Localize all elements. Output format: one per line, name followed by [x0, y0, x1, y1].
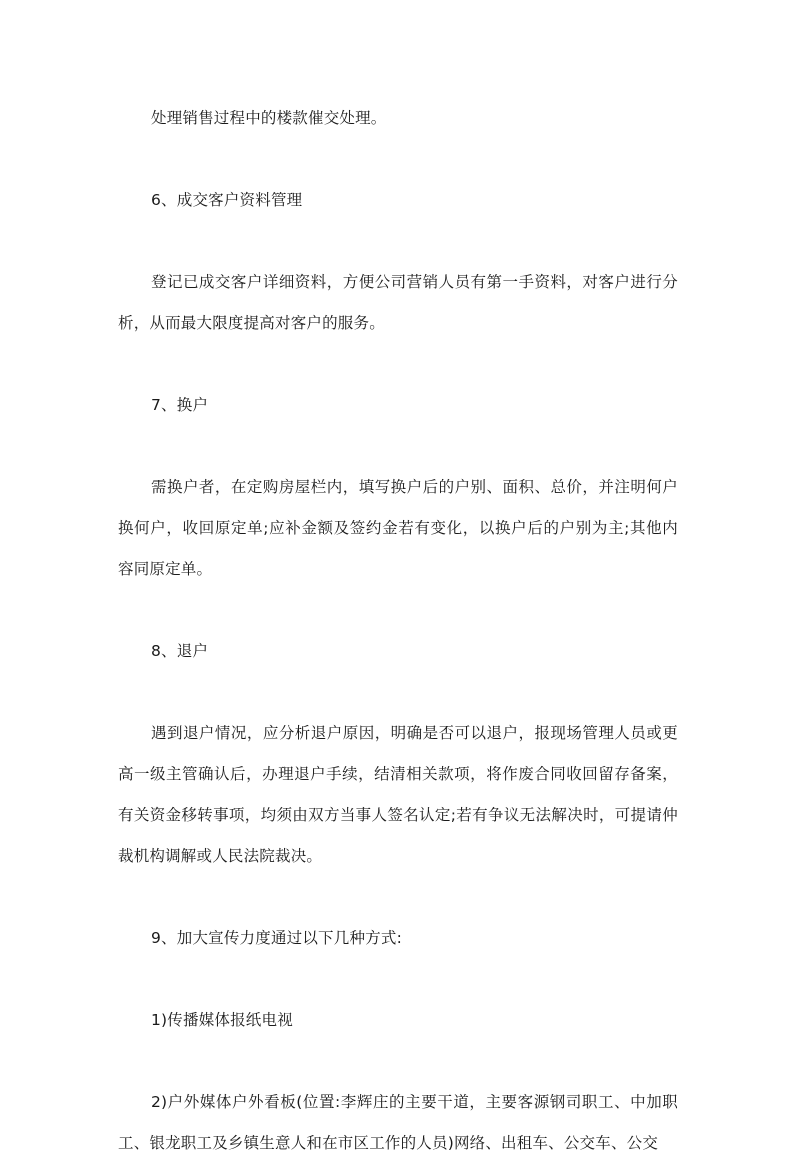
paragraph-customer-records: 登记已成交客户详细资料，方便公司营销人员有第一手资料，对客户进行分析，从而最大限度提高对客户的服务。 — [118, 273, 678, 332]
heading-publicity: 9、加大宣传力度通过以下几种方式: — [151, 929, 402, 947]
paragraph-spacer — [118, 959, 678, 1000]
paragraph-spacer — [118, 221, 678, 262]
paragraph-spacer — [118, 877, 678, 918]
heading-closed-customer-management: 6、成交客户资料管理 — [151, 191, 303, 209]
paragraph-spacer — [118, 426, 678, 467]
paragraph-spacer — [118, 590, 678, 631]
document-body — [118, 98, 678, 1164]
paragraph-unit-cancellation: 遇到退户情况，应分析退户原因，明确是否可以退户，报现场管理人员或更高一级主管确认后，办理退户手续，结清相关款项，将作废合同收回留存备案，有关资金移转事项，均须由双方当事人签名认定;若有争议无法解决时，可提请仲裁机构调解或人民法院裁决。 — [118, 724, 678, 865]
paragraph-spacer — [118, 344, 678, 385]
heading-unit-exchange: 7、换户 — [151, 396, 209, 414]
paragraph-spacer — [118, 139, 678, 180]
list-item-broadcast-media: 1)传播媒体报纸电视 — [151, 1011, 293, 1029]
paragraph-spacer — [118, 672, 678, 713]
paragraph-unit-exchange: 需换户者，在定购房屋栏内，填写换户后的户别、面积、总价，并注明何户换何户，收回原定单;应补金额及签约金若有变化，以换户后的户别为主;其他内容同原定单。 — [118, 478, 678, 578]
heading-unit-cancellation: 8、退户 — [151, 642, 209, 660]
list-item-outdoor-media: 2)户外媒体户外看板(位置:李辉庄的主要干道，主要客源钢司职工、中加职工、银龙职工及乡镇生意人和在市区工作的人员)网络、出租车、公交车、公交 — [118, 1093, 678, 1152]
paragraph-payment-collection: 处理销售过程中的楼款催交处理。 — [151, 109, 387, 127]
paragraph-spacer — [118, 1041, 678, 1082]
